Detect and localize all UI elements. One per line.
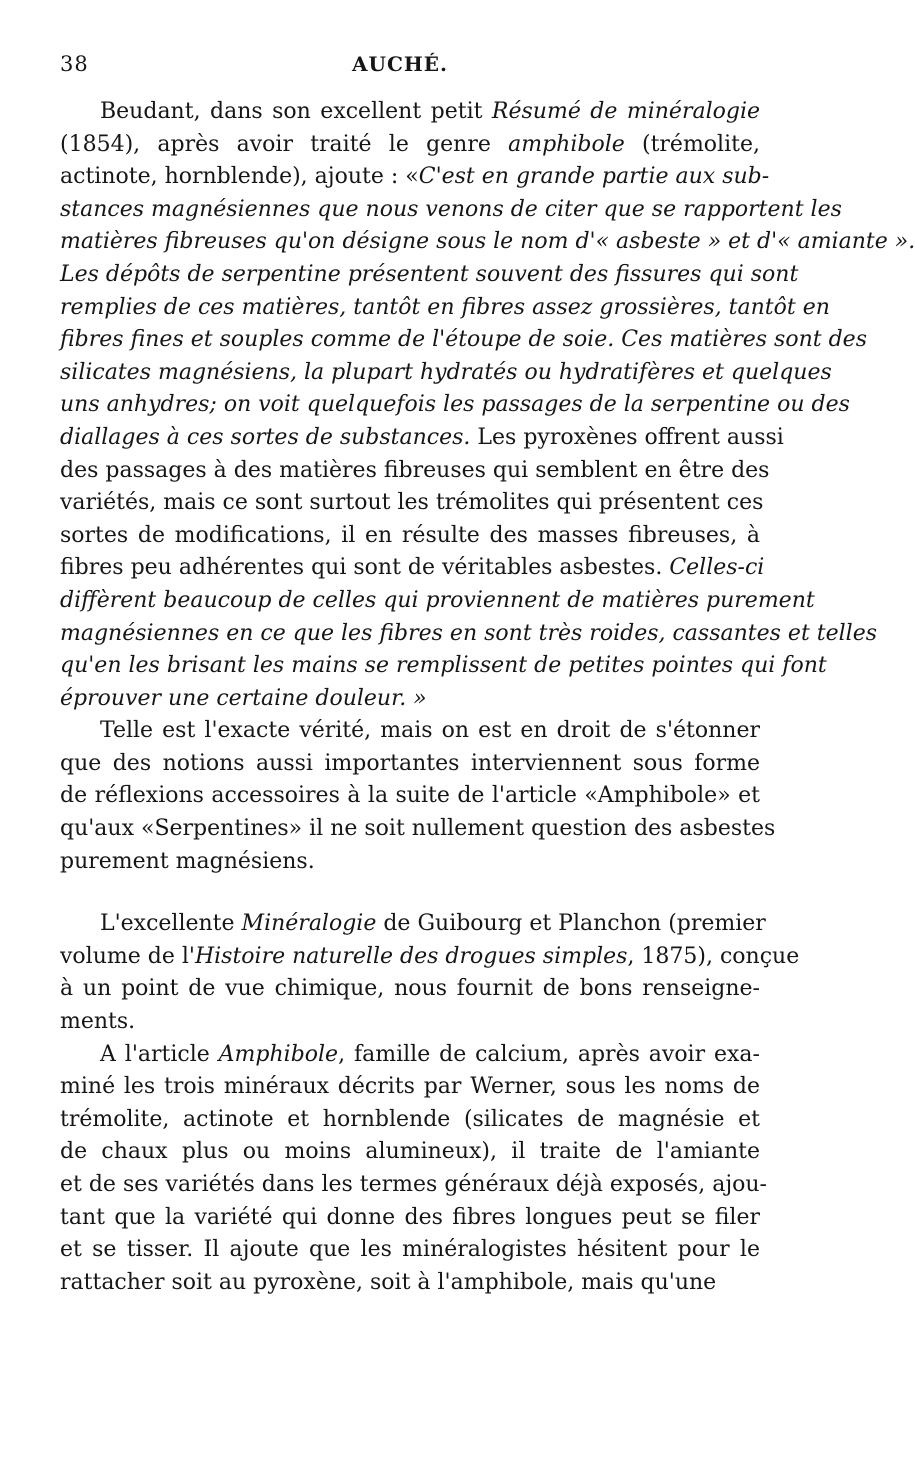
text-segment: A l'article — [100, 1041, 219, 1067]
text-segment: actinote, hornblende), ajoute : « — [60, 164, 419, 190]
italic-text-segment: uns anhydres; on voit quelquefois les passages de la serpentine ou des — [60, 392, 850, 418]
paragraph — [60, 715, 776, 878]
italic-text-segment: remplies de ces matières, tantôt en fibres assez grossières, tantôt en — [60, 294, 830, 320]
text-line — [60, 292, 830, 325]
text-line — [60, 1071, 760, 1104]
text-line — [60, 357, 832, 390]
text-segment: (trémolite, — [624, 131, 760, 157]
text-line — [60, 259, 799, 292]
running-title: AUCHÉ. — [352, 52, 448, 76]
page-body — [60, 96, 915, 1299]
text-segment: rattacher soit au pyroxène, soit à l'amphibole, mais qu'une — [60, 1269, 717, 1295]
text-segment: qu'aux «Serpentines» il ne soit nullement question des asbestes — [60, 816, 776, 842]
text-segment: tant que la variété qui donne des fibres longues peut se filer — [60, 1204, 760, 1230]
text-line — [60, 1169, 767, 1202]
text-segment: , 1875), conçue — [627, 943, 800, 969]
text-segment: fibres peu adhérentes qui sont de véritables asbestes. — [60, 555, 670, 581]
page-number: 38 — [60, 52, 89, 76]
text-segment: de Guibourg et Planchon (premier — [376, 911, 766, 937]
text-line — [60, 129, 760, 162]
text-line — [60, 1136, 760, 1169]
text-line — [60, 748, 760, 781]
text-segment: et de ses variétés dans les termes généraux déjà exposés, ajou- — [60, 1172, 767, 1197]
text-line — [60, 780, 760, 813]
italic-text-segment: diallages à ces sortes de substances. — [60, 424, 471, 450]
page-header — [60, 52, 740, 86]
text-segment: Beudant, dans son excellent petit — [100, 99, 492, 124]
text-line — [60, 683, 760, 716]
text-line — [60, 813, 776, 846]
text-line — [60, 941, 800, 974]
text-segment: miné les trois minéraux décrits par Werner, sous les noms de — [60, 1074, 760, 1100]
text-segment: des passages à des matières fibreuses qui semblent en être des — [60, 457, 770, 483]
text-line — [60, 226, 915, 259]
italic-text-segment: Celles-ci — [669, 555, 765, 581]
text-line — [60, 1267, 760, 1300]
text-segment: variétés, mais ce sont surtout les trémolites qui présentent ces — [60, 490, 764, 516]
text-line — [60, 455, 770, 488]
italic-text-segment: silicates magnésiens, la plupart hydratés ou hydratifères et quelques — [60, 359, 832, 385]
italic-text-segment: diffèrent beaucoup de celles qui proviennent de matières purement — [60, 587, 815, 613]
text-line — [60, 1234, 760, 1267]
paragraph — [60, 908, 800, 1038]
text-line — [60, 96, 760, 129]
text-line — [60, 1039, 760, 1072]
text-line — [60, 1006, 760, 1039]
text-line — [60, 520, 760, 553]
text-segment: L'excellente — [100, 911, 242, 937]
text-line — [60, 846, 760, 879]
italic-text-segment: éprouver une certaine douleur. » — [60, 685, 427, 711]
italic-text-segment: stances magnésiennes que nous venons de citer que se rapportent les — [60, 196, 842, 222]
text-line — [60, 650, 827, 683]
text-segment: sortes de modifications, il en résulte des masses fibreuses, à — [60, 522, 760, 548]
text-segment: de chaux plus ou moins alumineux), il traite de l'amiante — [60, 1139, 760, 1165]
paragraph — [60, 96, 915, 715]
text-segment: à un point de vue chimique, nous fournit de bons renseigne- — [60, 976, 760, 1002]
text-segment: Les pyroxènes offrent aussi — [470, 424, 784, 450]
italic-text-segment: Minéralogie — [241, 911, 377, 937]
text-segment: ments. — [60, 1009, 136, 1035]
text-segment: (1854), après avoir traité le genre — [60, 131, 509, 157]
text-line — [60, 585, 815, 618]
paragraph-gap — [60, 878, 760, 908]
text-line — [60, 422, 784, 455]
italic-text-segment: Amphibole — [218, 1041, 339, 1067]
italic-text-segment: qu'en les brisant les mains se remplissent de petites pointes qui font — [60, 653, 827, 679]
italic-text-segment: C'est en grande partie aux sub- — [418, 164, 770, 190]
text-line — [60, 389, 850, 422]
text-segment: purement magnésiens. — [60, 848, 315, 874]
text-line — [60, 715, 760, 748]
text-segment: volume de l' — [60, 943, 195, 969]
italic-text-segment: Histoire naturelle des drogues simples — [194, 943, 628, 969]
italic-text-segment: fibres fines et souples comme de l'étoupe de soie. Ces matières sont des — [60, 327, 867, 353]
text-segment: , famille de calcium, après avoir exa- — [338, 1041, 760, 1067]
text-line — [60, 908, 766, 941]
text-segment: et se tisser. Il ajoute que les minéralogistes hésitent pour le — [60, 1237, 760, 1263]
text-line — [60, 194, 842, 227]
text-segment: Telle est l'exacte vérité, mais on est en droit de s'étonner — [100, 718, 760, 744]
italic-text-segment: Les dépôts de serpentine présentent souvent des fissures qui sont — [60, 261, 799, 287]
paragraph — [60, 1039, 767, 1300]
italic-text-segment: matières fibreuses qu'on désigne sous le nom d'« asbeste » et d'« amiante ». — [60, 229, 915, 255]
text-line — [60, 973, 760, 1006]
text-segment: trémolite, actinote et hornblende (silicates de magnésie et — [60, 1106, 760, 1132]
text-segment: que des notions aussi importantes interviennent sous forme — [60, 750, 760, 776]
italic-text-segment: amphibole — [508, 131, 625, 157]
text-segment: de réflexions accessoires à la suite de l'article «Amphibole» et — [60, 783, 760, 809]
italic-text-segment: Résumé de minéralogie — [491, 99, 761, 124]
text-line — [60, 324, 867, 357]
text-line — [60, 552, 765, 585]
text-line — [60, 1202, 760, 1235]
italic-text-segment: magnésiennes en ce que les fibres en sont très roides, cassantes et telles — [60, 620, 878, 646]
text-line — [60, 618, 878, 651]
text-line — [60, 487, 764, 520]
text-line — [60, 161, 770, 194]
text-line — [60, 1104, 760, 1137]
